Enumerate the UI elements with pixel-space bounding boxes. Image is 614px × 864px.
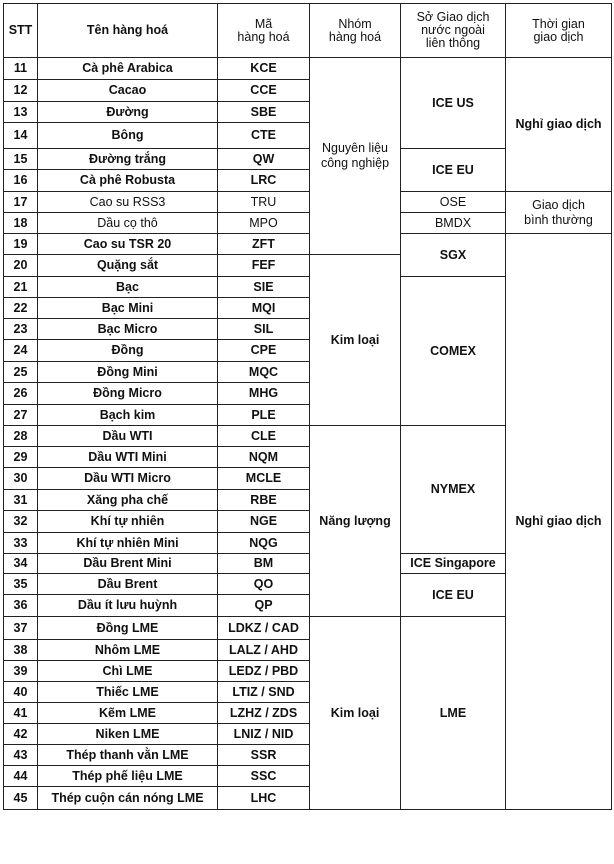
- row-name: Kẽm LME: [38, 703, 218, 724]
- row-stt: 25: [4, 362, 38, 383]
- row-name: Cacao: [38, 80, 218, 102]
- row-stt: 18: [4, 213, 38, 234]
- time-closed: Nghỉ giao dịch: [506, 58, 612, 192]
- row-name: Đồng: [38, 340, 218, 362]
- header-code: Mã hàng hoá: [218, 4, 310, 58]
- row-stt: 37: [4, 617, 38, 640]
- row-code: QP: [218, 595, 310, 617]
- header-row: [4, 4, 612, 58]
- row-code: MHG: [218, 383, 310, 405]
- row-code: ZFT: [218, 234, 310, 255]
- row-stt: 38: [4, 640, 38, 661]
- row-name: Bạc: [38, 277, 218, 298]
- row-code: SBE: [218, 102, 310, 123]
- row-code: LRC: [218, 170, 310, 192]
- row-code: CCE: [218, 80, 310, 102]
- row-stt: 40: [4, 682, 38, 703]
- row-stt: 14: [4, 123, 38, 149]
- exchange-comex: COMEX: [401, 277, 506, 426]
- row-name: Khí tự nhiên: [38, 511, 218, 533]
- row-stt: 28: [4, 426, 38, 447]
- row-stt: 36: [4, 595, 38, 617]
- row-stt: 42: [4, 724, 38, 745]
- row-stt: 26: [4, 383, 38, 405]
- row-name: Cao su TSR 20: [38, 234, 218, 255]
- row-stt: 30: [4, 468, 38, 490]
- header-time: Thời gian giao dịch: [506, 4, 612, 58]
- row-name: Đồng Micro: [38, 383, 218, 405]
- commodity-table: [3, 3, 612, 810]
- time-normal: Giao dịch bình thường: [506, 192, 612, 234]
- row-stt: 41: [4, 703, 38, 724]
- row-stt: 33: [4, 533, 38, 554]
- row-stt: 44: [4, 766, 38, 787]
- row-stt: 16: [4, 170, 38, 192]
- row-code: SSC: [218, 766, 310, 787]
- exchange-ice-eu: ICE EU: [401, 149, 506, 192]
- row-code: LDKZ / CAD: [218, 617, 310, 640]
- row-code: CTE: [218, 123, 310, 149]
- row-stt: 21: [4, 277, 38, 298]
- row-name: Thép thanh vằn LME: [38, 745, 218, 766]
- row-stt: 13: [4, 102, 38, 123]
- row-name: Dầu WTI Micro: [38, 468, 218, 490]
- time-closed-2: Nghỉ giao dịch: [506, 234, 612, 810]
- group-energy: Năng lượng: [310, 426, 401, 617]
- row-name: Chì LME: [38, 661, 218, 682]
- row-stt: 24: [4, 340, 38, 362]
- row-stt: 19: [4, 234, 38, 255]
- exchange-ice-eu-2: ICE EU: [401, 574, 506, 617]
- exchange-ose: OSE: [401, 192, 506, 213]
- row-code: MQI: [218, 298, 310, 319]
- row-name: Cà phê Robusta: [38, 170, 218, 192]
- row-stt: 45: [4, 787, 38, 810]
- row-stt: 43: [4, 745, 38, 766]
- row-code: MCLE: [218, 468, 310, 490]
- row-name: Dầu ít lưu huỳnh: [38, 595, 218, 617]
- row-name: Bạch kim: [38, 405, 218, 426]
- row-code: NGE: [218, 511, 310, 533]
- row-name: Quặng sắt: [38, 255, 218, 277]
- row-name: Dầu WTI Mini: [38, 447, 218, 468]
- row-code: TRU: [218, 192, 310, 213]
- row-name: Nhôm LME: [38, 640, 218, 661]
- row-code: CPE: [218, 340, 310, 362]
- header-group: Nhóm hàng hoá: [310, 4, 401, 58]
- row-code: SIE: [218, 277, 310, 298]
- exchange-ice-us: ICE US: [401, 58, 506, 149]
- row-code: NQG: [218, 533, 310, 554]
- row-code: LTIZ / SND: [218, 682, 310, 703]
- row-stt: 39: [4, 661, 38, 682]
- row-stt: 31: [4, 490, 38, 511]
- header-exchange: Sở Giao dịch nước ngoài liên thông: [401, 4, 506, 58]
- row-code: LZHZ / ZDS: [218, 703, 310, 724]
- row-code: SIL: [218, 319, 310, 340]
- row-name: Niken LME: [38, 724, 218, 745]
- header-stt: STT: [4, 4, 38, 58]
- row-code: LHC: [218, 787, 310, 810]
- row-code: CLE: [218, 426, 310, 447]
- row-name: Đường: [38, 102, 218, 123]
- row-name: Dầu cọ thô: [38, 213, 218, 234]
- header-name: Tên hàng hoá: [38, 4, 218, 58]
- row-name: Bông: [38, 123, 218, 149]
- table-row: [4, 58, 612, 80]
- row-code: MPO: [218, 213, 310, 234]
- row-stt: 20: [4, 255, 38, 277]
- exchange-lme: LME: [401, 617, 506, 810]
- row-code: LNIZ / NID: [218, 724, 310, 745]
- exchange-nymex: NYMEX: [401, 426, 506, 554]
- row-name: Dầu Brent: [38, 574, 218, 595]
- row-stt: 35: [4, 574, 38, 595]
- row-name: Khí tự nhiên Mini: [38, 533, 218, 554]
- row-code: MQC: [218, 362, 310, 383]
- row-name: Xăng pha chế: [38, 490, 218, 511]
- row-stt: 15: [4, 149, 38, 170]
- row-name: Đường trắng: [38, 149, 218, 170]
- row-name: Thép phế liệu LME: [38, 766, 218, 787]
- row-name: Đồng Mini: [38, 362, 218, 383]
- table-row: [4, 234, 612, 255]
- table-row: [4, 192, 612, 213]
- row-code: SSR: [218, 745, 310, 766]
- row-stt: 27: [4, 405, 38, 426]
- row-stt: 23: [4, 319, 38, 340]
- row-stt: 22: [4, 298, 38, 319]
- row-code: RBE: [218, 490, 310, 511]
- row-stt: 11: [4, 58, 38, 80]
- row-code: PLE: [218, 405, 310, 426]
- row-stt: 32: [4, 511, 38, 533]
- group-metal: Kim loại: [310, 255, 401, 426]
- row-name: Bạc Mini: [38, 298, 218, 319]
- row-code: KCE: [218, 58, 310, 80]
- row-stt: 34: [4, 554, 38, 574]
- row-stt: 17: [4, 192, 38, 213]
- row-name: Thép cuộn cán nóng LME: [38, 787, 218, 810]
- row-code: LEDZ / PBD: [218, 661, 310, 682]
- exchange-ice-singapore: ICE Singapore: [401, 554, 506, 574]
- row-name: Cao su RSS3: [38, 192, 218, 213]
- row-name: Thiếc LME: [38, 682, 218, 703]
- row-code: FEF: [218, 255, 310, 277]
- row-stt: 29: [4, 447, 38, 468]
- row-code: NQM: [218, 447, 310, 468]
- row-name: Dầu WTI: [38, 426, 218, 447]
- row-name: Cà phê Arabica: [38, 58, 218, 80]
- row-name: Bạc Micro: [38, 319, 218, 340]
- row-code: BM: [218, 554, 310, 574]
- row-name: Đồng LME: [38, 617, 218, 640]
- row-code: QO: [218, 574, 310, 595]
- group-industrial: Nguyên liệu công nghiệp: [310, 58, 401, 255]
- exchange-bmdx: BMDX: [401, 213, 506, 234]
- group-metal-lme: Kim loại: [310, 617, 401, 810]
- row-code: LALZ / AHD: [218, 640, 310, 661]
- row-name: Dầu Brent Mini: [38, 554, 218, 574]
- row-stt: 12: [4, 80, 38, 102]
- row-code: QW: [218, 149, 310, 170]
- exchange-sgx: SGX: [401, 234, 506, 277]
